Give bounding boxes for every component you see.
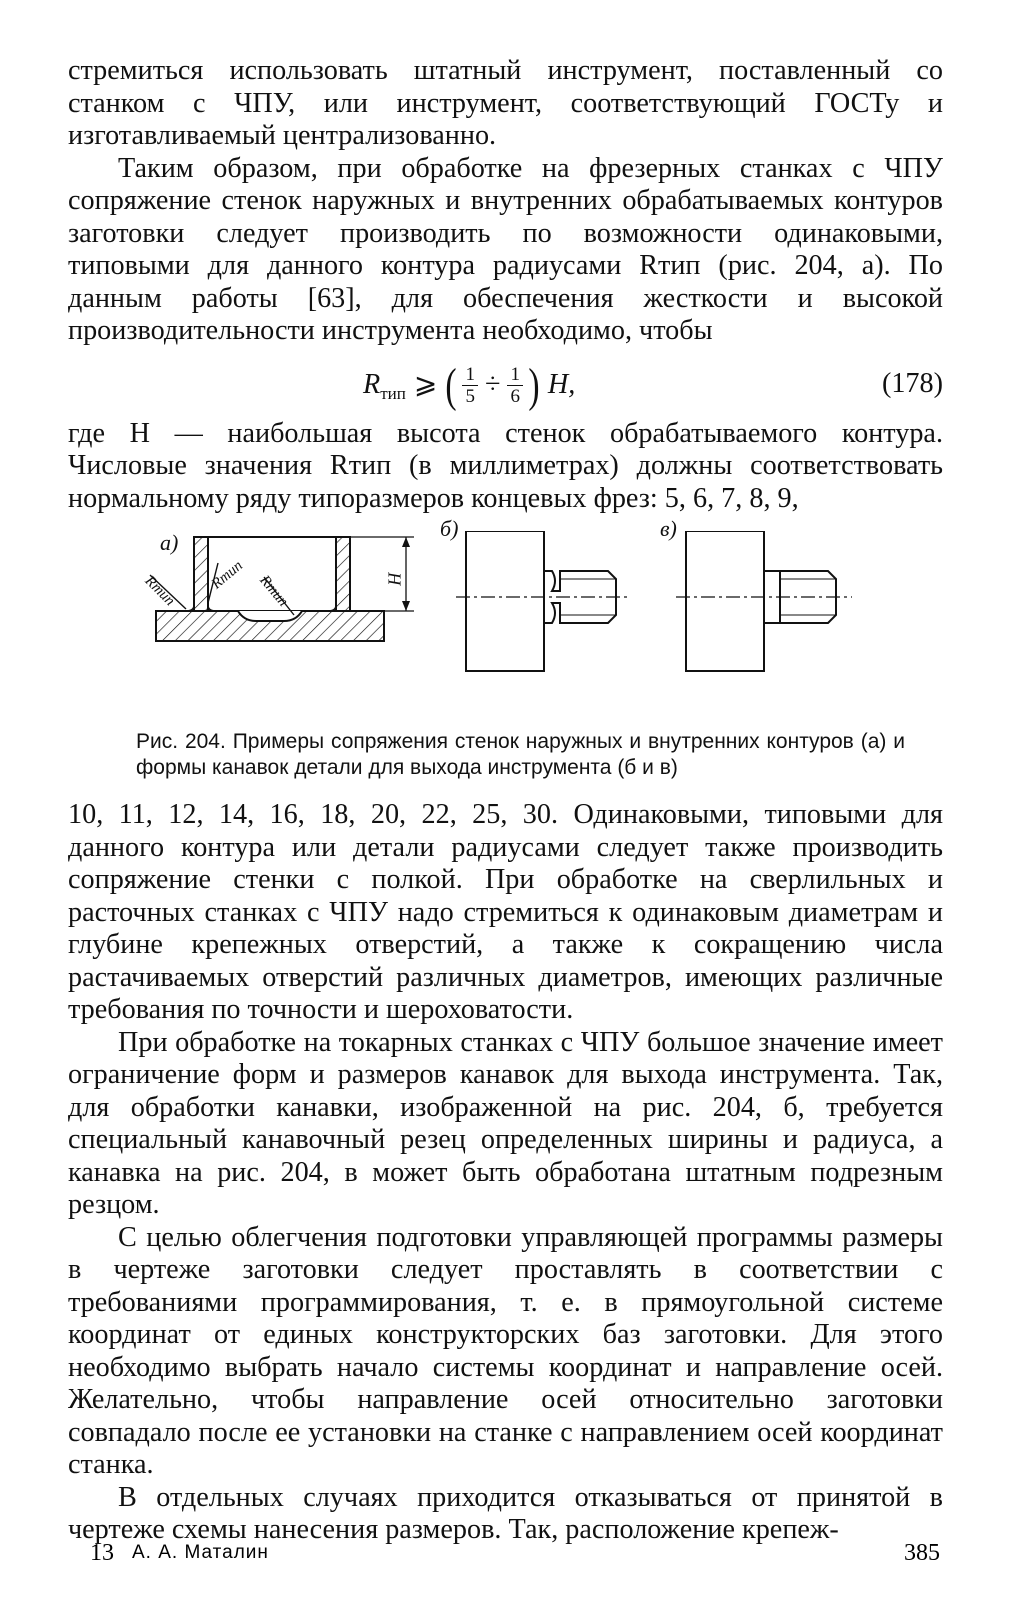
formula-r-subscript: тип (380, 384, 406, 404)
fraction-one-sixth (507, 364, 523, 407)
paragraph-4: 10, 11, 12, 14, 16, 18, 20, 22, 25, 30. Одинаковыми, типовыми для данного контура или детали радиусами следует также производить сопряжение стенки с полкой. При обработке на сверлильных и расточных станках с ЧПУ надо стремиться к одинаковым диаметрам и глубине крепежных отверстий, а также к сокращению числа растачиваемых отверстий различных диаметров, имеющих различные требования по точности и шероховатости. (68, 799, 943, 1025)
paragraph-5: При обработке на токарных станках с ЧПУ большое значение имеет ограничение форм и размеров канавок для выхода инструмента. Так, для обработки канавки, изображенной на рис. 204, б, требуется специальный канавочный резец определенных ширины и радиуса, а канавка на рис. 204, в может быть обработана штатным подрезным резцом. (68, 1026, 943, 1220)
figure-label-b: б) (440, 516, 459, 541)
fraction-one-fifth (462, 364, 478, 407)
signature-mark: 13 (90, 1540, 114, 1566)
figure-drawing (68, 531, 943, 711)
formula-open-paren: ( (445, 358, 458, 412)
figure-204 (68, 516, 943, 711)
formula-division: ÷ (484, 369, 501, 401)
figure-label-a: а) (160, 530, 179, 555)
paragraph-6: С целью облегчения подготовки управляющей программы размеры в чертеже заготовки следует проставлять в соответствии с требованиями программирования, т. е. в прямоугольной системе координат от единых конструкторских баз заготовки. Для этого необходимо выбрать начало системы координат и направление осей. Желательно, чтобы направление осей относительно заготовки совпадало после ее установки на станке с направлением осей координат станка. (68, 1221, 943, 1480)
paragraph-3: где H — наибольшая высота стенок обрабатываемого контура. Числовые значения Rтип (в миллиметрах) должны соответствовать нормальному ряду типоразмеров концевых фрез: 5, 6, 7, 8, 9, (68, 417, 943, 514)
r-label-1: Rтип (141, 573, 178, 610)
h-dimension-label: H (384, 572, 405, 586)
paragraph-1: стремиться использовать штатный инструмент, поставленный со станком с ЧПУ, или инструмент, соответствующий ГОСТу и изготавливаемый централизованно. (68, 55, 943, 151)
page-content (68, 55, 943, 1547)
page-number: 385 (904, 1540, 940, 1566)
figure-label-c: в) (660, 516, 677, 541)
paragraph-2: Таким образом, при обработке на фрезерных станках с ЧПУ сопряжение стенок наружных и внутренних обрабатываемых контуров заготовки следует производить по возможности одинаковыми, типовыми для данного контура радиусами Rтип (рис. 204, а). По данным работы [63], для обеспечения жесткости и высокой производительности инструмента необходимо, чтобы (68, 152, 943, 346)
fraction-2-denominator: 6 (507, 385, 523, 407)
r-label-2: Rтип (208, 557, 246, 593)
r-label-3: Rтип (256, 572, 292, 610)
figure-b-shaft (456, 531, 628, 671)
formula-h: H, (547, 369, 576, 401)
figure-c-shaft (676, 531, 852, 671)
paragraph-7: В отдельных случаях приходится отказываться от принятой в чертеже схемы нанесения размеров. Так, расположение крепеж- (68, 1481, 943, 1545)
footer-author: А. А. Маталин (132, 1542, 269, 1563)
formula-expression (363, 356, 575, 416)
figure-caption: Рис. 204. Примеры сопряжения стенок наружных и внутренних контуров (а) и формы канавок детали для выхода инструмента (б и в) (136, 730, 905, 779)
fraction-1-denominator: 5 (462, 385, 478, 407)
formula-r: R (363, 369, 381, 401)
formula-geq: ⩾ (413, 369, 438, 401)
fraction-2-numerator: 1 (510, 364, 520, 385)
formula-number: (178) (881, 367, 943, 399)
formula-close-paren: ) (528, 358, 540, 412)
formula-178 (68, 350, 943, 416)
fraction-1-numerator: 1 (465, 364, 475, 385)
